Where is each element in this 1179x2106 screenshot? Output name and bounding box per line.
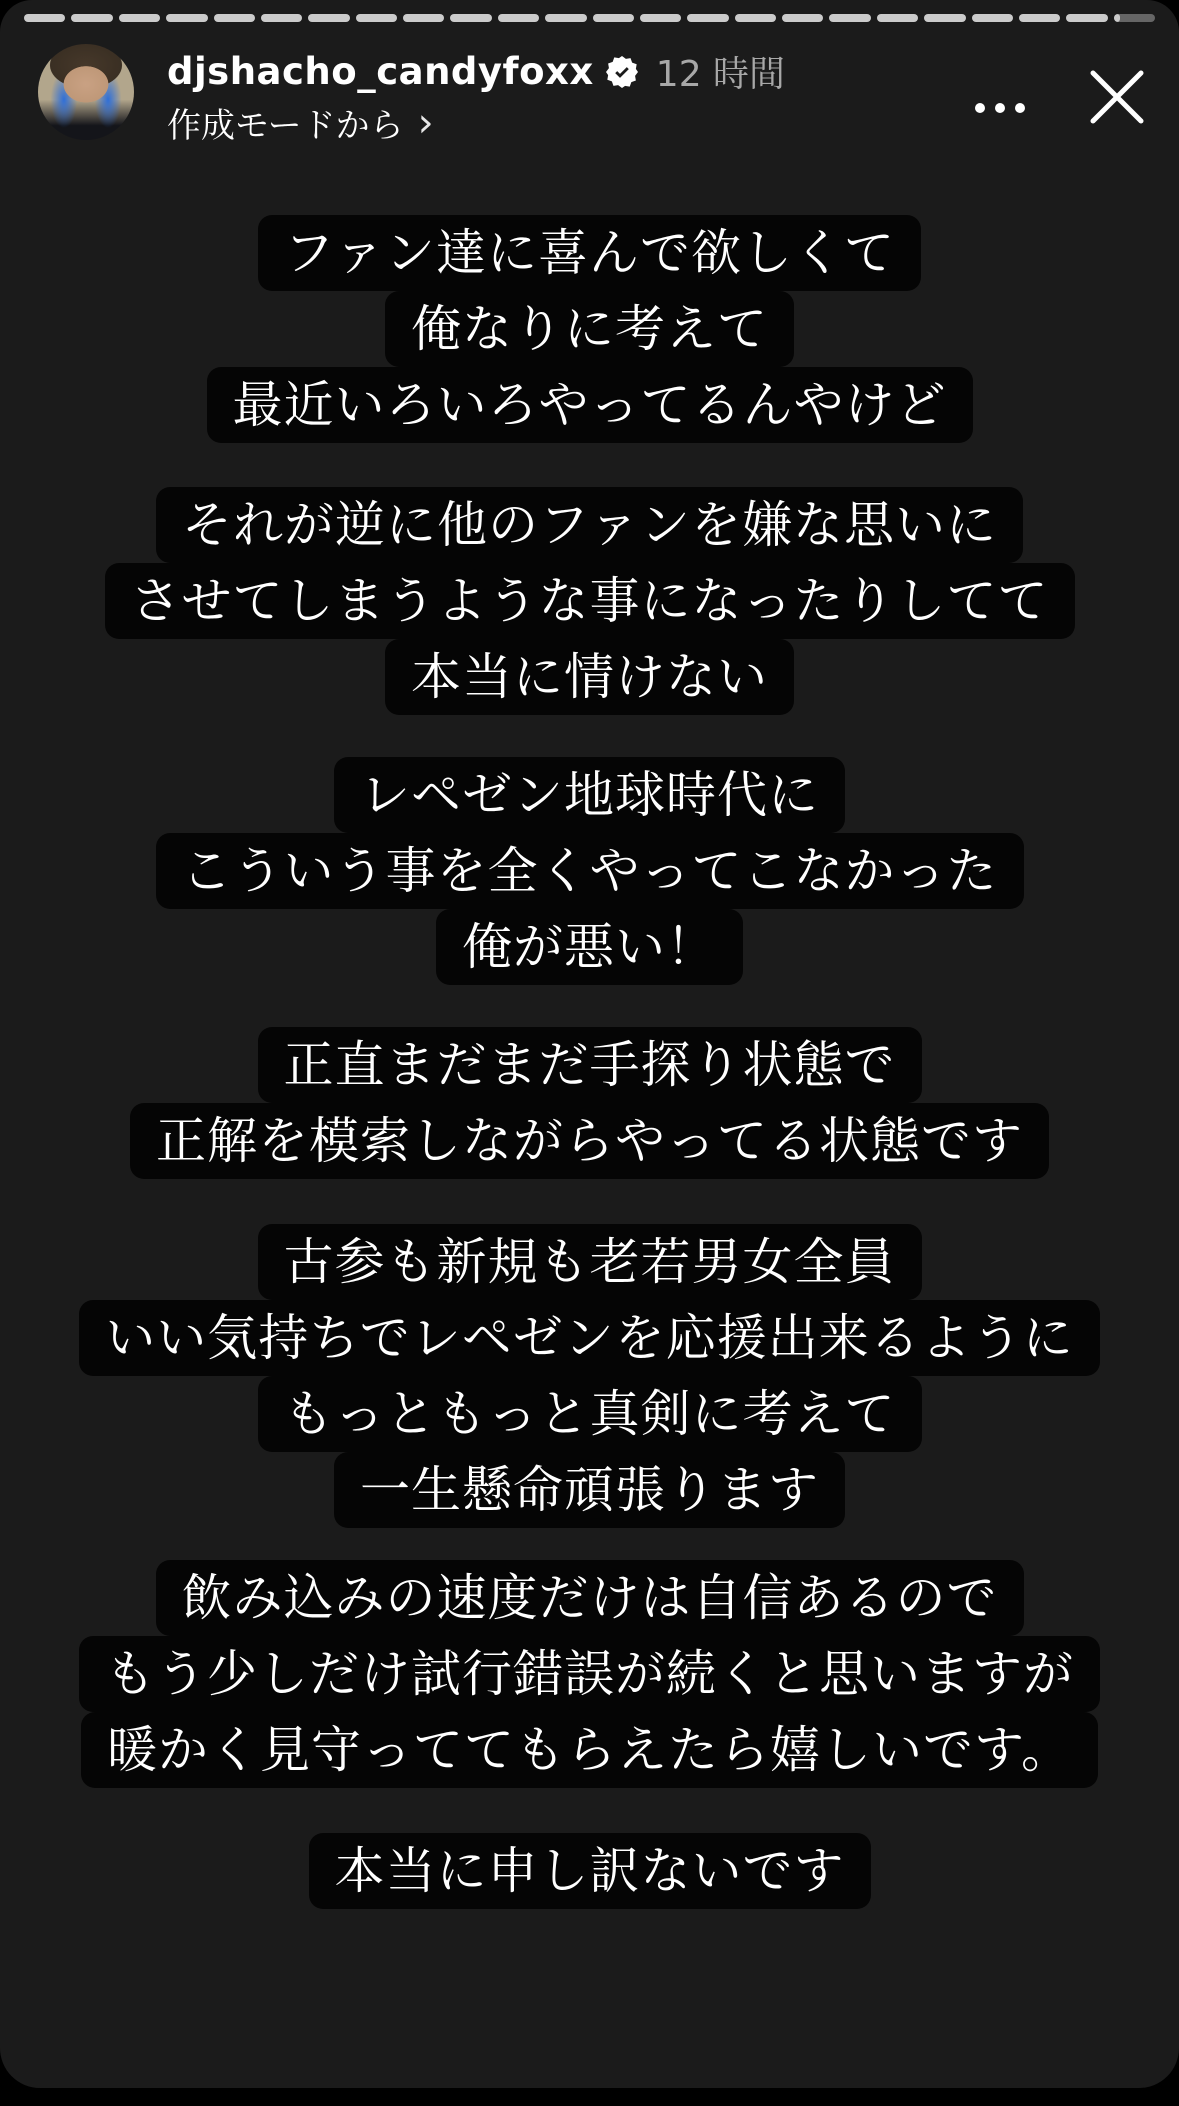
- story-text-line: もっともっと真剣に考えて: [258, 1376, 922, 1452]
- story-text-line: 正解を模索しながらやってる状態です: [130, 1103, 1049, 1179]
- progress-segment: [735, 14, 776, 22]
- story-text-block: [0, 215, 1179, 443]
- progress-segment: [593, 14, 634, 22]
- story-text-line: 最近いろいろやってるんやけど: [207, 367, 973, 443]
- chevron-right-icon: ›: [417, 99, 434, 146]
- avatar[interactable]: [38, 44, 134, 140]
- story-text-line: それが逆に他のファンを嫌な思いに: [156, 487, 1023, 563]
- progress-segment: [214, 14, 255, 22]
- story-text-line: もう少しだけ試行錯誤が続くと思いますが: [79, 1636, 1100, 1712]
- story-text-line: 古参も新規も老若男女全員: [258, 1224, 922, 1300]
- story-text-line: 俺が悪い！: [436, 909, 743, 985]
- progress-segment: [782, 14, 823, 22]
- progress-segment: [166, 14, 207, 22]
- story-header: [0, 38, 1179, 158]
- source-row[interactable]: [167, 98, 434, 147]
- story-text-line: 本当に申し訳ないです: [309, 1833, 871, 1909]
- story-text-line: させてしまうような事になったりしてて: [105, 563, 1075, 639]
- story-text-line: レペゼン地球時代に: [334, 757, 845, 833]
- progress-segment: [877, 14, 918, 22]
- progress-segment: [261, 14, 302, 22]
- progress-segment: [687, 14, 728, 22]
- progress-segment: [119, 14, 160, 22]
- progress-segment: [545, 14, 586, 22]
- story-text-line: 本当に情けない: [385, 639, 794, 715]
- story-text-line: ファン達に喜んで欲しくて: [258, 215, 921, 291]
- story-text-block: [0, 757, 1179, 985]
- story-text-line: 飲み込みの速度だけは自信あるので: [156, 1560, 1024, 1636]
- story-text-block: [0, 1833, 1179, 1909]
- story-text-block: [0, 1027, 1179, 1179]
- progress-segment: [498, 14, 539, 22]
- progress-segment: [640, 14, 681, 22]
- story-text-line: 一生懸命頑張ります: [334, 1452, 845, 1528]
- progress-segment-fill: [1114, 14, 1120, 22]
- progress-segment: [1114, 14, 1155, 22]
- progress-segment: [356, 14, 397, 22]
- story-text-line: 俺なりに考えて: [385, 291, 794, 367]
- progress-segment: [403, 14, 444, 22]
- username[interactable]: djshacho_candyfoxx: [167, 50, 594, 93]
- name-row: [167, 46, 785, 97]
- close-button[interactable]: [1082, 62, 1152, 132]
- more-options-button[interactable]: [960, 78, 1040, 138]
- source-label: 作成モードから: [167, 106, 404, 146]
- story-text-block: [0, 1560, 1179, 1788]
- progress-segment: [829, 14, 870, 22]
- story-timestamp: 12 時間: [655, 54, 786, 95]
- progress-segment: [71, 14, 112, 22]
- progress-segment: [924, 14, 965, 22]
- verified-badge-icon: [606, 56, 638, 88]
- progress-segment: [1066, 14, 1107, 22]
- progress-segment: [972, 14, 1013, 22]
- story-text-block: [0, 487, 1179, 715]
- progress-segment: [308, 14, 349, 22]
- progress-segment: [450, 14, 491, 22]
- story-text-line: いい気持ちでレペゼンを応援出来るように: [79, 1300, 1100, 1376]
- story-text-line: 正直まだまだ手探り状態で: [258, 1027, 922, 1103]
- more-options-icon: [975, 103, 985, 113]
- story-text-line: こういう事を全くやってこなかった: [156, 833, 1024, 909]
- progress-segment: [1019, 14, 1060, 22]
- story-text-line: 暖かく見守っててもらえたら嬉しいです。: [81, 1712, 1098, 1788]
- story-progress-bar: [24, 14, 1155, 22]
- progress-segment: [24, 14, 65, 22]
- story-text-block: [0, 1224, 1179, 1528]
- close-icon: [1085, 65, 1149, 129]
